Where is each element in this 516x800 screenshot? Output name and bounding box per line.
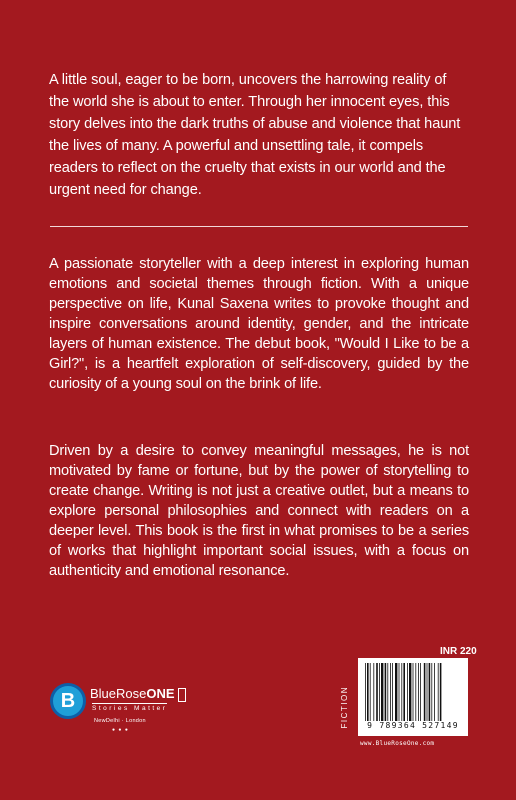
genre-label: FICTION	[340, 686, 349, 729]
barcode-bars	[365, 663, 461, 721]
barcode-bar	[376, 663, 378, 721]
social-icons: ● ● ●	[112, 727, 129, 733]
author-bio-paragraph-1: A passionate storyteller with a deep interest in exploring human emotions and societal themes through fiction. With a unique perspective on life, Kunal Saxena writes to provoke thought and inspire conversations around identity, gender, and the intricate layers of human existence. The debut book, "Would I Like to be a Girl?", is a heartfelt exploration of self-discovery, guided by the curiosity of a young soul on the brink of life.	[49, 256, 469, 392]
isbn-number: 9 789364 527149	[367, 721, 459, 730]
barcode-bar	[409, 663, 411, 721]
author-bio-paragraph-2: Driven by a desire to convey meaningful messages, he is not motivated by fame or fortune, but by the power of storytelling to create change. Writing is not just a creative outlet, but a means to explore personal philosophies and connect with readers on a deeper level. This book is the first in what promises to be a series of works that highlight important social issues, with a focus on authenticity and emotional resonance.	[49, 443, 469, 579]
barcode-bar	[415, 663, 416, 721]
barcode-bar	[420, 663, 421, 721]
barcode-bar	[429, 663, 431, 721]
barcode-bar	[370, 663, 371, 721]
barcode-bar	[440, 663, 442, 721]
barcode-bar	[392, 663, 393, 721]
barcode-bar	[373, 663, 374, 721]
section-divider	[50, 226, 468, 227]
isbn-barcode	[358, 658, 468, 736]
barcode-bar	[403, 663, 405, 721]
publisher-name-part2: ONE	[146, 686, 175, 701]
publisher-badge-icon	[178, 688, 186, 702]
publisher-logo	[50, 683, 200, 753]
barcode-bar	[407, 663, 408, 721]
barcode-bar	[401, 663, 402, 721]
barcode-bar	[379, 663, 380, 721]
barcode-bar	[431, 663, 432, 721]
publisher-name-part1: BlueRose	[90, 686, 147, 701]
price-label: INR 220	[440, 646, 477, 657]
publisher-name	[90, 686, 186, 702]
publisher-website: www.BlueRoseOne.com	[360, 740, 435, 747]
publisher-tagline: Stories Matter	[92, 705, 168, 712]
barcode-bar	[385, 663, 387, 721]
barcode-bar	[381, 663, 383, 721]
barcode-bar	[365, 663, 366, 721]
barcode-bar	[413, 663, 414, 721]
barcode-bar	[390, 663, 391, 721]
book-blurb: A little soul, eager to be born, uncovers the harrowing reality of the world she is about to enter. Through her innocent eyes, this story delves into the dark truths of abuse and violence that haunt the lives of many. A powerful and unsettling tale, it compels readers to reflect on the cruelty that exists in our world and the urgent need for change.	[49, 72, 461, 198]
barcode-bar	[367, 663, 369, 721]
barcode-bar	[434, 663, 435, 721]
barcode-bar	[418, 663, 419, 721]
publisher-logo-icon: B	[50, 683, 86, 719]
barcode-bar	[438, 663, 439, 721]
barcode-bar	[427, 663, 428, 721]
publisher-cities: NewDelhi · London	[94, 718, 146, 724]
barcode-bar	[424, 663, 426, 721]
barcode-bar	[395, 663, 397, 721]
barcode-bar	[387, 663, 388, 721]
barcode-bar	[399, 663, 400, 721]
